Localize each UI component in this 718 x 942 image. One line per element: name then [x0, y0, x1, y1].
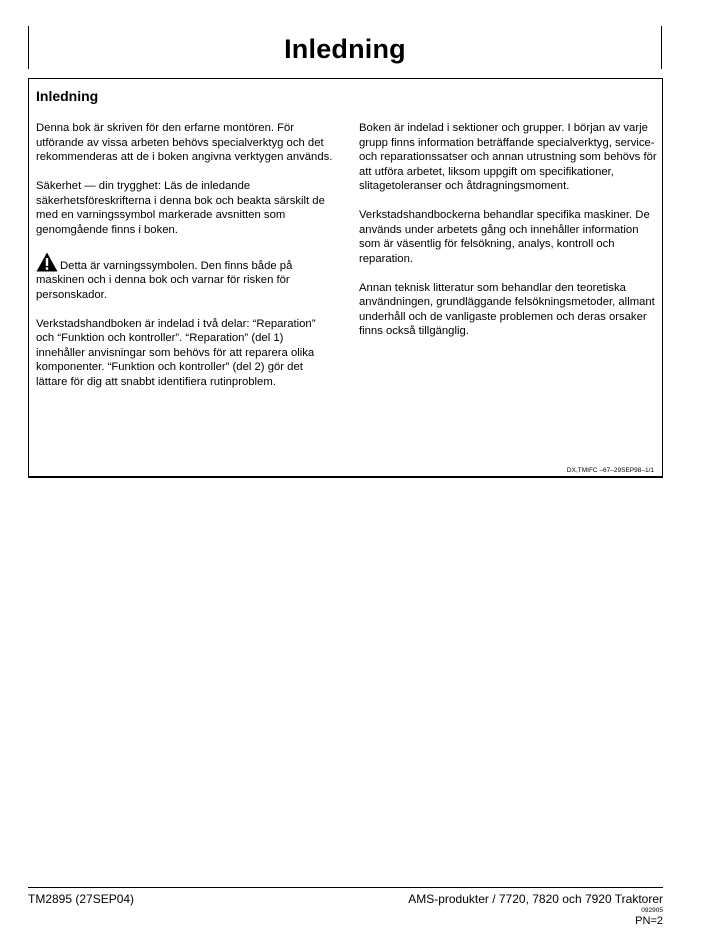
footer-code: 092905 — [641, 907, 663, 914]
paragraph-structure: Verkstadshandboken är indelad i två delar: “Reparation” och “Funktion och kontroller”. “Reparation” (del 1) innehåller anvisningar som behövs för att reparera olika komponenter. “Funktion och kontroller” (del 2) gör det lättare för dig att snabbt identifiera rutinproblem. — [36, 317, 316, 388]
paragraph-sections: Boken är indelad i sektioner och grupper. I början av varje grupp finns information beträffande specialverktyg, service- och reparationssatser och annan utrustning som behövs för att utföra arbetet, liksom uppgift om specifikationer, slitagetoleranser och åtdragningsmoment. — [359, 122, 657, 192]
right-column — [359, 121, 657, 353]
footer-divider — [28, 887, 663, 888]
paragraph-manuals: Verkstadshandbockerna behandlar specifika maskiner. De används under arbetets gång och innehåller information som är väsentlig för felsökning, analys, kontroll och reparation. — [359, 209, 650, 265]
document-reference: DX,TMIFC –67–29SEP98–1/1 — [566, 467, 654, 474]
page-header — [28, 26, 662, 69]
paragraph-safety: Säkerhet — din trygghet: Läs de inledande säkerhetsföreskrifterna i denna bok och beakta särskilt de med en varningssymbol markerade avsnitten som genomgående finns i boken. — [36, 180, 325, 236]
section-heading: Inledning — [36, 88, 99, 104]
manual-id: TM2895 (27SEP04) — [28, 892, 135, 906]
left-column — [36, 121, 334, 404]
product-title: AMS-produkter / 7720, 7820 och 7920 Traktorer — [408, 892, 663, 906]
page-title: Inledning — [284, 34, 406, 64]
paragraph-intro: Denna bok är skriven för den erfarne montören. För utförande av vissa arbeten behövs specialverktyg och det rekommenderas att de i boken angivna verktygen används. — [36, 122, 333, 163]
page-number: PN=2 — [635, 915, 663, 927]
paragraph-literature: Annan teknisk litteratur som behandlar den teoretiska användningen, grundläggande felsökningsmetoder, allmant underhåll och de vanligaste problemen och deras orsaker finns också tillgänglig. — [359, 281, 655, 337]
paragraph-warning — [36, 252, 334, 303]
section-box — [28, 78, 663, 478]
warning-text: Detta är varningssymbolen. Den finns både på maskinen och i denna bok och varnar för risken för personskador. — [36, 259, 293, 301]
warning-triangle-icon — [36, 252, 58, 272]
